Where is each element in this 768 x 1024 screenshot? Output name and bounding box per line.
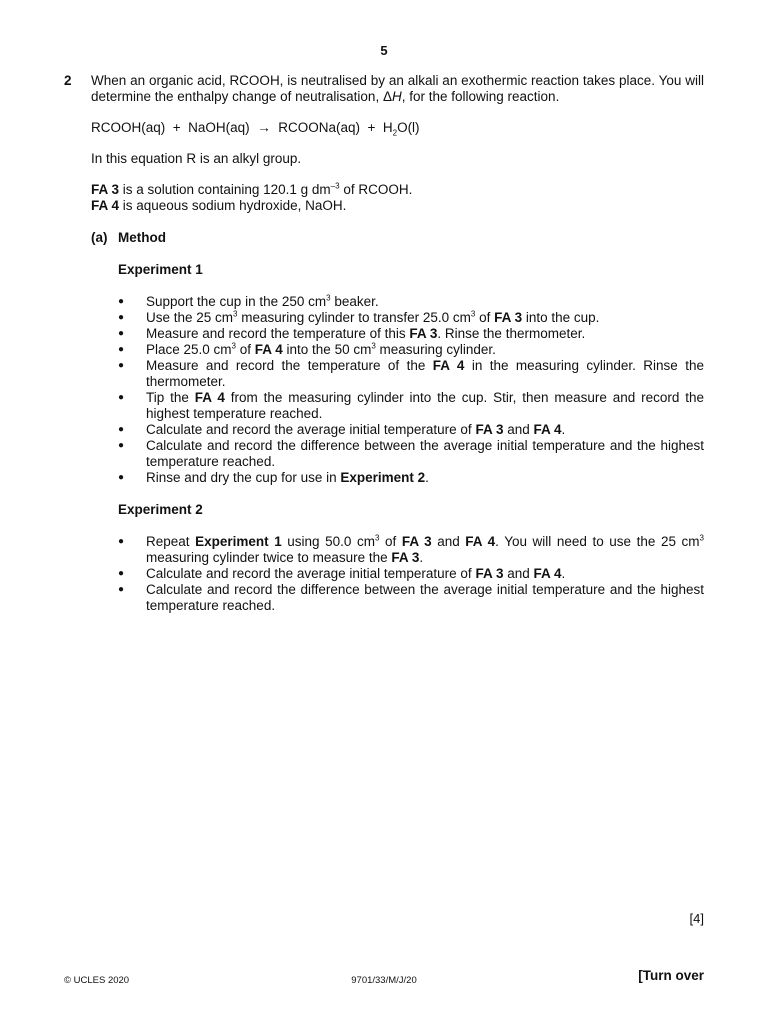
- list-item: ● Tip the FA 4 from the measuring cylinder into the cup. Stir, then measure and record the highest temperature reached.: [118, 390, 704, 422]
- list-item: ● Calculate and record the average initial temperature of FA 3 and FA 4.: [118, 566, 704, 582]
- part-a-heading: (a) Method: [91, 230, 166, 245]
- list-item: ● Repeat Experiment 1 using 50.0 $cm^3$ of FA 3 and FA 4. You will need to use the 25 $cm^3$ measuring cylinder twice to measure the FA 3.: [118, 534, 704, 566]
- delta-symbol: Δ: [382, 89, 392, 104]
- list-item: ● Place 25.0 $cm^3$ of FA 4 into the 50 $cm^3$ measuring cylinder.: [118, 342, 704, 358]
- paper-code: 9701/33/M/J/20: [351, 975, 417, 986]
- list-item: ● Calculate and record the difference between the average initial temperature and the highest temperature reached.: [118, 582, 704, 614]
- marks-allocation: [4]: [689, 911, 704, 926]
- list-item: ● Measure and record the temperature of the FA 4 in the measuring cylinder. Rinse the thermometer.: [118, 358, 704, 390]
- list-item: ● Calculate and record the average initial temperature of FA 3 and FA 4.: [118, 422, 704, 438]
- r-note: In this equation R is an alkyl group.: [91, 151, 302, 166]
- reaction-equation: RCOOH(aq) + NaOH(aq) → RCOONa(aq) + $H_2O(l)$: [91, 120, 420, 138]
- list-item: ● Calculate and record the difference between the average initial temperature and the highest temperature reached.: [118, 438, 704, 470]
- question-number: 2: [64, 73, 72, 88]
- list-item: ● Rinse and dry the cup for use in Experiment 2.: [118, 470, 704, 486]
- experiment-1-heading: Experiment 1: [118, 262, 203, 277]
- fa3-description: FA 3 is a solution containing 120.1 g $dm^{-3}$ of RCOOH.: [91, 181, 413, 197]
- intro-paragraph: When an organic acid, RCOOH, is neutralised by an alkali an exothermic reaction takes place. You will determine the enthalpy change of neutralisation, ΔH, for the following reaction.: [91, 73, 704, 104]
- turn-over-label: [Turn over: [638, 968, 704, 983]
- experiment-1-steps: [118, 294, 704, 486]
- list-item: ● Measure and record the temperature of this FA 3. Rinse the thermometer.: [118, 326, 704, 342]
- fa4-description: FA 4 is aqueous sodium hydroxide, NaOH.: [91, 198, 347, 213]
- list-item: ● Support the cup in the 250 $cm^3$ beaker.: [118, 294, 704, 310]
- list-item: ● Use the 25 $cm^3$ measuring cylinder to transfer 25.0 $cm^3$ of FA 3 into the cup.: [118, 310, 704, 326]
- experiment-2-heading: Experiment 2: [118, 502, 203, 517]
- question-body: [91, 73, 704, 614]
- copyright: © UCLES 2020: [64, 975, 130, 986]
- experiment-2-steps: [118, 534, 704, 614]
- page-number: 5: [380, 43, 388, 58]
- arrow-icon: →: [257, 120, 271, 135]
